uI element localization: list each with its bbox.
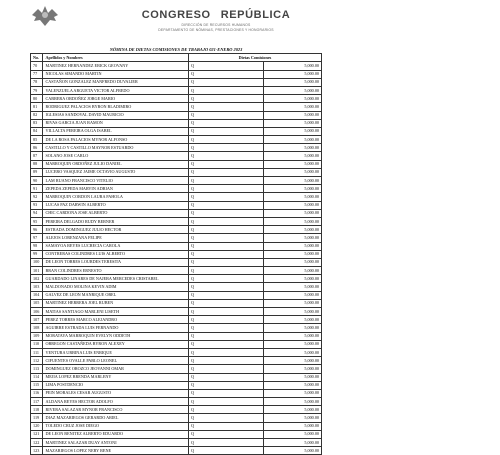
row-number: 83 bbox=[31, 119, 43, 127]
row-number: 81 bbox=[31, 103, 43, 111]
row-number: 100 bbox=[31, 258, 43, 266]
row-currency: Q bbox=[188, 95, 263, 103]
row-number: 99 bbox=[31, 250, 43, 258]
row-number: 86 bbox=[31, 144, 43, 152]
col-header-no: No. bbox=[31, 54, 43, 62]
row-amount: 5,000.00 bbox=[263, 234, 321, 242]
table-row bbox=[31, 258, 322, 266]
row-number: 90 bbox=[31, 177, 43, 185]
row-number: 122 bbox=[31, 439, 43, 447]
row-currency: Q bbox=[188, 86, 263, 94]
row-currency: Q bbox=[188, 291, 263, 299]
table-row bbox=[31, 365, 322, 373]
row-amount: 5,000.00 bbox=[263, 348, 321, 356]
row-number: 112 bbox=[31, 357, 43, 365]
table-row bbox=[31, 185, 322, 193]
table-row bbox=[31, 86, 322, 94]
row-number: 102 bbox=[31, 275, 43, 283]
table-row bbox=[31, 406, 322, 414]
row-name: CASTAÑON GONZALEZ MANFREDO DUVALIER bbox=[43, 78, 188, 86]
row-name: CONTRERAS COLINDRES LUIS ALBERTO bbox=[43, 250, 188, 258]
row-name: PEREZ TORRES MARCO ALEJANDRO bbox=[43, 316, 188, 324]
table-row bbox=[31, 250, 322, 258]
row-number: 94 bbox=[31, 209, 43, 217]
row-currency: Q bbox=[188, 267, 263, 275]
row-name: VENTURA URBINA LUIS ENRIQUE bbox=[43, 348, 188, 356]
table-header-row bbox=[31, 54, 322, 62]
row-amount: 5,000.00 bbox=[263, 299, 321, 307]
table-row bbox=[31, 381, 322, 389]
row-number: 88 bbox=[31, 160, 43, 168]
row-name: RODRIGUEZ PALACIOS BYRON BLADIMIRO bbox=[43, 103, 188, 111]
table-row bbox=[31, 152, 322, 160]
row-amount: 5,000.00 bbox=[263, 217, 321, 225]
table-title: NÓMINA DE DIETAS COMISIONES DE TRABAJO 021-ENERO 2023 bbox=[31, 46, 322, 54]
row-number: 70 bbox=[31, 62, 43, 70]
row-currency: Q bbox=[188, 177, 263, 185]
table-row bbox=[31, 422, 322, 430]
letterhead bbox=[0, 0, 500, 44]
row-currency: Q bbox=[188, 324, 263, 332]
table-row bbox=[31, 70, 322, 78]
row-amount: 5,000.00 bbox=[263, 119, 321, 127]
row-currency: Q bbox=[188, 430, 263, 438]
row-number: 82 bbox=[31, 111, 43, 119]
row-currency: Q bbox=[188, 275, 263, 283]
row-amount: 5,000.00 bbox=[263, 332, 321, 340]
row-number: 121 bbox=[31, 430, 43, 438]
row-currency: Q bbox=[188, 398, 263, 406]
row-amount: 5,000.00 bbox=[263, 193, 321, 201]
row-amount: 5,000.00 bbox=[263, 152, 321, 160]
row-name: ZEPEDA ZEPEDA MARVIN ADRIAN bbox=[43, 185, 188, 193]
row-currency: Q bbox=[188, 250, 263, 258]
row-name: LIMA POSTDENCIO bbox=[43, 381, 188, 389]
row-number: 109 bbox=[31, 332, 43, 340]
row-number: 120 bbox=[31, 422, 43, 430]
row-name: MARTINEZ SALAZAR DUAY ANTONI bbox=[43, 439, 188, 447]
row-name: MARROQUIN ORDOÑEZ JULIO DANIEL bbox=[43, 160, 188, 168]
row-number: 103 bbox=[31, 283, 43, 291]
row-number: 93 bbox=[31, 201, 43, 209]
table-row bbox=[31, 226, 322, 234]
row-number: 78 bbox=[31, 78, 43, 86]
row-name: MATIAS SANTIAGO MARLENI LISETH bbox=[43, 308, 188, 316]
table-row bbox=[31, 332, 322, 340]
row-currency: Q bbox=[188, 283, 263, 291]
row-currency: Q bbox=[188, 168, 263, 176]
table-row bbox=[31, 283, 322, 291]
row-number: 80 bbox=[31, 95, 43, 103]
row-name: MARTINEZ HERNANDEZ ERICK GEOVANY bbox=[43, 62, 188, 70]
row-amount: 5,000.00 bbox=[263, 275, 321, 283]
table-row bbox=[31, 209, 322, 217]
row-number: 79 bbox=[31, 86, 43, 94]
table-row bbox=[31, 127, 322, 135]
row-name: DIAZ MAZARIEGOS GERARDO ARIEL bbox=[43, 414, 188, 422]
row-amount: 5,000.00 bbox=[263, 447, 321, 455]
row-number: 111 bbox=[31, 348, 43, 356]
row-amount: 5,000.00 bbox=[263, 406, 321, 414]
table-row bbox=[31, 217, 322, 225]
table-row bbox=[31, 267, 322, 275]
table-title-row bbox=[31, 46, 322, 54]
row-currency: Q bbox=[188, 144, 263, 152]
row-amount: 5,000.00 bbox=[263, 226, 321, 234]
row-amount: 5,000.00 bbox=[263, 340, 321, 348]
row-number: 84 bbox=[31, 127, 43, 135]
row-currency: Q bbox=[188, 414, 263, 422]
row-currency: Q bbox=[188, 357, 263, 365]
table-row bbox=[31, 373, 322, 381]
row-currency: Q bbox=[188, 78, 263, 86]
row-currency: Q bbox=[188, 389, 263, 397]
row-name: DE LEON TORRES LOURDES TERESITA bbox=[43, 258, 188, 266]
row-currency: Q bbox=[188, 209, 263, 217]
brand-right: REPÚBLICA bbox=[220, 9, 291, 21]
row-name: DE LA ROSA PALACIOS MYNOR ALFONSO bbox=[43, 136, 188, 144]
table-row bbox=[31, 111, 322, 119]
row-currency: Q bbox=[188, 70, 263, 78]
row-number: 115 bbox=[31, 381, 43, 389]
row-number: 117 bbox=[31, 398, 43, 406]
row-name: GUARDADO LINARES DE NAJERA MERCEDES CRISTABEL bbox=[43, 275, 188, 283]
row-amount: 5,000.00 bbox=[263, 103, 321, 111]
row-name: ALEJOS LORENZANA FELIPE bbox=[43, 234, 188, 242]
row-currency: Q bbox=[188, 348, 263, 356]
row-name: VALENZUELA ARGUETA VICTOR ALFREDO bbox=[43, 86, 188, 94]
table-row bbox=[31, 168, 322, 176]
table-row bbox=[31, 348, 322, 356]
row-name: LUCERO VASQUEZ JAIME OCTAVIO AUGUSTO bbox=[43, 168, 188, 176]
table-row bbox=[31, 389, 322, 397]
row-currency: Q bbox=[188, 332, 263, 340]
row-currency: Q bbox=[188, 234, 263, 242]
row-currency: Q bbox=[188, 136, 263, 144]
table-row bbox=[31, 95, 322, 103]
row-amount: 5,000.00 bbox=[263, 127, 321, 135]
row-amount: 5,000.00 bbox=[263, 78, 321, 86]
row-amount: 5,000.00 bbox=[263, 201, 321, 209]
row-number: 116 bbox=[31, 389, 43, 397]
row-amount: 5,000.00 bbox=[263, 95, 321, 103]
row-number: 104 bbox=[31, 291, 43, 299]
table-row bbox=[31, 308, 322, 316]
row-amount: 5,000.00 bbox=[263, 177, 321, 185]
row-amount: 5,000.00 bbox=[263, 430, 321, 438]
row-amount: 5,000.00 bbox=[263, 316, 321, 324]
row-name: RIVAS GARCIA JUAN RAMON bbox=[43, 119, 188, 127]
brand-title bbox=[76, 9, 356, 21]
row-number: 77 bbox=[31, 70, 43, 78]
row-amount: 5,000.00 bbox=[263, 144, 321, 152]
row-currency: Q bbox=[188, 217, 263, 225]
row-currency: Q bbox=[188, 127, 263, 135]
subtitle-1: DIRECCIÓN DE RECURSOS HUMANOS bbox=[181, 23, 251, 27]
row-amount: 5,000.00 bbox=[263, 111, 321, 119]
row-number: 110 bbox=[31, 340, 43, 348]
payroll-table bbox=[30, 46, 322, 455]
row-amount: 5,000.00 bbox=[263, 398, 321, 406]
row-amount: 5,000.00 bbox=[263, 70, 321, 78]
row-name: DOMINGUEZ OROZCO JEOVANNI OMAR bbox=[43, 365, 188, 373]
col-header-dietas: Dietas Comisiones bbox=[188, 54, 321, 62]
subtitle-2: DEPARTAMENTO DE NÓMINAS, PRESTACIONES Y HONORARIOS bbox=[158, 28, 274, 32]
table-row bbox=[31, 201, 322, 209]
row-amount: 5,000.00 bbox=[263, 291, 321, 299]
table-row bbox=[31, 414, 322, 422]
row-currency: Q bbox=[188, 160, 263, 168]
row-currency: Q bbox=[188, 119, 263, 127]
row-currency: Q bbox=[188, 308, 263, 316]
col-header-name: Apellidos y Nombres bbox=[43, 54, 188, 62]
table-row bbox=[31, 398, 322, 406]
row-name: CIFUENTES OVALLE PABLO LEONEL bbox=[43, 357, 188, 365]
row-amount: 5,000.00 bbox=[263, 381, 321, 389]
row-name: ESTRADA DOMINGUEZ JULIO HECTOR bbox=[43, 226, 188, 234]
row-currency: Q bbox=[188, 103, 263, 111]
row-amount: 5,000.00 bbox=[263, 324, 321, 332]
table-row bbox=[31, 103, 322, 111]
table-row bbox=[31, 275, 322, 283]
row-number: 113 bbox=[31, 365, 43, 373]
row-number: 123 bbox=[31, 447, 43, 455]
row-name: MARTINEZ HERRERA JOEL RUBEN bbox=[43, 299, 188, 307]
table-row bbox=[31, 316, 322, 324]
row-name: LUCAS PAZ DARWIN ALBERTO bbox=[43, 201, 188, 209]
row-name: CHIC CARDONA JOSE ALBERTO bbox=[43, 209, 188, 217]
row-name: MALDONADO MOLINA KEVIN ADIM bbox=[43, 283, 188, 291]
row-name: BRAN COLINDRES ERNESTO bbox=[43, 267, 188, 275]
table-row bbox=[31, 144, 322, 152]
row-name: DE LEON BENITEZ ALBERTO EDUARDO bbox=[43, 430, 188, 438]
row-number: 91 bbox=[31, 185, 43, 193]
row-name: MARROQUIN CORDON LAURA PAHOLA bbox=[43, 193, 188, 201]
row-amount: 5,000.00 bbox=[263, 422, 321, 430]
row-amount: 5,000.00 bbox=[263, 373, 321, 381]
row-amount: 5,000.00 bbox=[263, 136, 321, 144]
table-row bbox=[31, 324, 322, 332]
table-row bbox=[31, 447, 322, 455]
row-number: 89 bbox=[31, 168, 43, 176]
row-number: 96 bbox=[31, 226, 43, 234]
row-name: ALDANA REYES HECTOR ADOLFO bbox=[43, 398, 188, 406]
row-number: 95 bbox=[31, 217, 43, 225]
row-name: NICOLAS SIMANDO MARTIN bbox=[43, 70, 188, 78]
row-name: MORATAYA MARROQUIN EVELYN ODDETH bbox=[43, 332, 188, 340]
table-row bbox=[31, 177, 322, 185]
row-currency: Q bbox=[188, 62, 263, 70]
row-name: GALVEZ DE LEON MANRIQUE OBEL bbox=[43, 291, 188, 299]
row-name: IGLESIAS SANDOVAL DAVID MAURICIO bbox=[43, 111, 188, 119]
row-number: 105 bbox=[31, 299, 43, 307]
row-name: CASTILLO Y CASTILLO MAYNOR ESTUARDO bbox=[43, 144, 188, 152]
row-currency: Q bbox=[188, 316, 263, 324]
row-name: CABRERA ORDOÑEZ JORGE MARIO bbox=[43, 95, 188, 103]
row-amount: 5,000.00 bbox=[263, 86, 321, 94]
row-number: 108 bbox=[31, 324, 43, 332]
row-currency: Q bbox=[188, 193, 263, 201]
row-currency: Q bbox=[188, 152, 263, 160]
row-currency: Q bbox=[188, 242, 263, 250]
row-number: 87 bbox=[31, 152, 43, 160]
row-amount: 5,000.00 bbox=[263, 209, 321, 217]
row-amount: 5,000.00 bbox=[263, 283, 321, 291]
row-currency: Q bbox=[188, 201, 263, 209]
row-amount: 5,000.00 bbox=[263, 365, 321, 373]
row-number: 92 bbox=[31, 193, 43, 201]
row-currency: Q bbox=[188, 373, 263, 381]
row-currency: Q bbox=[188, 111, 263, 119]
row-number: 106 bbox=[31, 308, 43, 316]
table-row bbox=[31, 136, 322, 144]
row-name: MAZARIEGOS LOPEZ NERY RENE bbox=[43, 447, 188, 455]
row-name: RIVERA SALAZAR MYNOR FRANCISCO bbox=[43, 406, 188, 414]
row-number: 97 bbox=[31, 234, 43, 242]
row-currency: Q bbox=[188, 365, 263, 373]
table-row bbox=[31, 439, 322, 447]
row-amount: 5,000.00 bbox=[263, 62, 321, 70]
row-currency: Q bbox=[188, 422, 263, 430]
table-row bbox=[31, 119, 322, 127]
table-row bbox=[31, 62, 322, 70]
table-row bbox=[31, 193, 322, 201]
row-number: 119 bbox=[31, 414, 43, 422]
row-amount: 5,000.00 bbox=[263, 357, 321, 365]
brand-left: CONGRESO bbox=[141, 9, 211, 21]
row-name: MEJIA LOPEZ BRENDA MARLENY bbox=[43, 373, 188, 381]
row-amount: 5,000.00 bbox=[263, 414, 321, 422]
row-amount: 5,000.00 bbox=[263, 258, 321, 266]
table-row bbox=[31, 160, 322, 168]
row-currency: Q bbox=[188, 258, 263, 266]
row-currency: Q bbox=[188, 340, 263, 348]
row-currency: Q bbox=[188, 439, 263, 447]
row-amount: 5,000.00 bbox=[263, 160, 321, 168]
row-amount: 5,000.00 bbox=[263, 439, 321, 447]
table-row bbox=[31, 78, 322, 86]
row-number: 114 bbox=[31, 373, 43, 381]
row-currency: Q bbox=[188, 406, 263, 414]
table-row bbox=[31, 291, 322, 299]
row-amount: 5,000.00 bbox=[263, 168, 321, 176]
row-currency: Q bbox=[188, 381, 263, 389]
row-name: OBREGON CASTAÑEDA BYRON ALEXEY bbox=[43, 340, 188, 348]
row-name: PEIN MORALES CESAR AUGUSTO bbox=[43, 389, 188, 397]
table-row bbox=[31, 357, 322, 365]
row-amount: 5,000.00 bbox=[263, 185, 321, 193]
row-currency: Q bbox=[188, 447, 263, 455]
row-currency: Q bbox=[188, 299, 263, 307]
table-row bbox=[31, 430, 322, 438]
row-amount: 5,000.00 bbox=[263, 308, 321, 316]
row-name: SAMAYOA REYES LUCRECIA CAROLA bbox=[43, 242, 188, 250]
row-name: SOLANO JOSE CARLO bbox=[43, 152, 188, 160]
row-name: TOLEDO CRUZ JOSE DIEGO bbox=[43, 422, 188, 430]
row-amount: 5,000.00 bbox=[263, 242, 321, 250]
row-amount: 5,000.00 bbox=[263, 389, 321, 397]
row-number: 98 bbox=[31, 242, 43, 250]
congress-seal-icon bbox=[30, 3, 60, 29]
table-row bbox=[31, 340, 322, 348]
table-row bbox=[31, 299, 322, 307]
row-number: 85 bbox=[31, 136, 43, 144]
row-number: 101 bbox=[31, 267, 43, 275]
row-currency: Q bbox=[188, 185, 263, 193]
row-name: VILLALTA PEREIRA OLGA ISABEL bbox=[43, 127, 188, 135]
row-amount: 5,000.00 bbox=[263, 267, 321, 275]
row-currency: Q bbox=[188, 226, 263, 234]
table-row bbox=[31, 242, 322, 250]
row-number: 107 bbox=[31, 316, 43, 324]
row-amount: 5,000.00 bbox=[263, 250, 321, 258]
row-name: PEREIRA DELGADO RUDY BERNER bbox=[43, 217, 188, 225]
row-number: 118 bbox=[31, 406, 43, 414]
table-row bbox=[31, 234, 322, 242]
row-name: LAM RUANO FRANCISCO VITELIO bbox=[43, 177, 188, 185]
row-name: AGUIRRE ESTRADA LUIS FERNANDO bbox=[43, 324, 188, 332]
